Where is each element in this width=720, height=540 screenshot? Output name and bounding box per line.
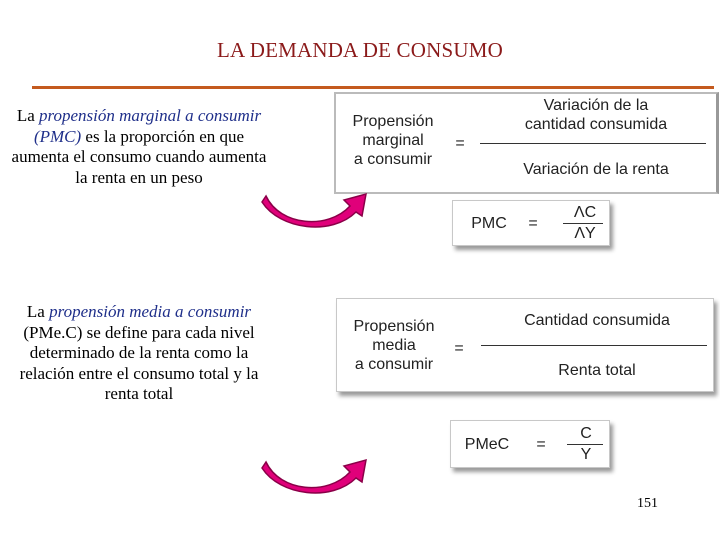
pmc-short-numerator: ΛC — [573, 204, 597, 221]
pmc-short-formula-box — [452, 200, 610, 246]
page-number: 151 — [637, 496, 658, 511]
pmec-equals: = — [454, 340, 464, 357]
pmec-short-formula-box — [450, 420, 610, 468]
curved-arrow-icon — [258, 452, 378, 500]
curved-arrow-icon — [258, 186, 378, 234]
pmec-short-lhs: PMeC — [464, 436, 510, 453]
pmc-term: propensión marginal a consumir (PMC) — [33, 106, 262, 146]
pmec-formula-box — [336, 298, 714, 392]
pmc-lhs-line2: marginal — [362, 132, 424, 149]
pmec-text-post: (PMe.C) se define para cada nivel determinado de la renta como la relación entre el consumo total y la renta total — [19, 322, 259, 403]
pmec-denominator: Renta total — [558, 362, 636, 379]
pmc-numerator-line2: cantidad consumida — [524, 116, 668, 133]
pmec-lhs-line3: a consumir — [354, 356, 434, 373]
pmc-lhs-line3: a consumir — [353, 151, 433, 168]
pmc-short-lhs: PMC — [471, 215, 507, 232]
pmc-definition — [8, 106, 270, 188]
pmec-short-equals: = — [536, 436, 546, 453]
pmec-definition — [8, 302, 270, 405]
pmec-short-numerator: C — [580, 425, 592, 442]
pmc-lhs-line1: Propensión — [352, 113, 434, 130]
pmc-short-equals: = — [528, 215, 538, 232]
pmc-numerator-line1: Variación de la — [543, 97, 649, 114]
pmc-text-pre: La — [16, 106, 40, 125]
title-rule — [32, 86, 714, 89]
pmc-fraction-line — [480, 143, 706, 144]
pmc-short-denominator: ΛY — [574, 225, 596, 242]
pmec-term: propensión media a consumir — [49, 302, 252, 321]
pmec-text-pre: La — [26, 302, 50, 321]
pmec-lhs-line1: Propensión — [353, 318, 435, 335]
pmc-formula-box — [334, 92, 719, 194]
pmc-text-post: es la proporción en que aumenta el consumo cuando aumenta la renta en un peso — [11, 126, 267, 187]
pmec-fraction-line — [481, 345, 707, 346]
pmec-short-denominator: Y — [580, 446, 592, 463]
slide-title: LA DEMANDA DE CONSUMO — [217, 38, 503, 62]
pmc-equals: = — [455, 135, 465, 152]
pmec-lhs-line2: media — [372, 337, 416, 354]
pmec-numerator: Cantidad consumida — [524, 312, 670, 329]
pmc-denominator: Variación de la renta — [523, 161, 669, 178]
